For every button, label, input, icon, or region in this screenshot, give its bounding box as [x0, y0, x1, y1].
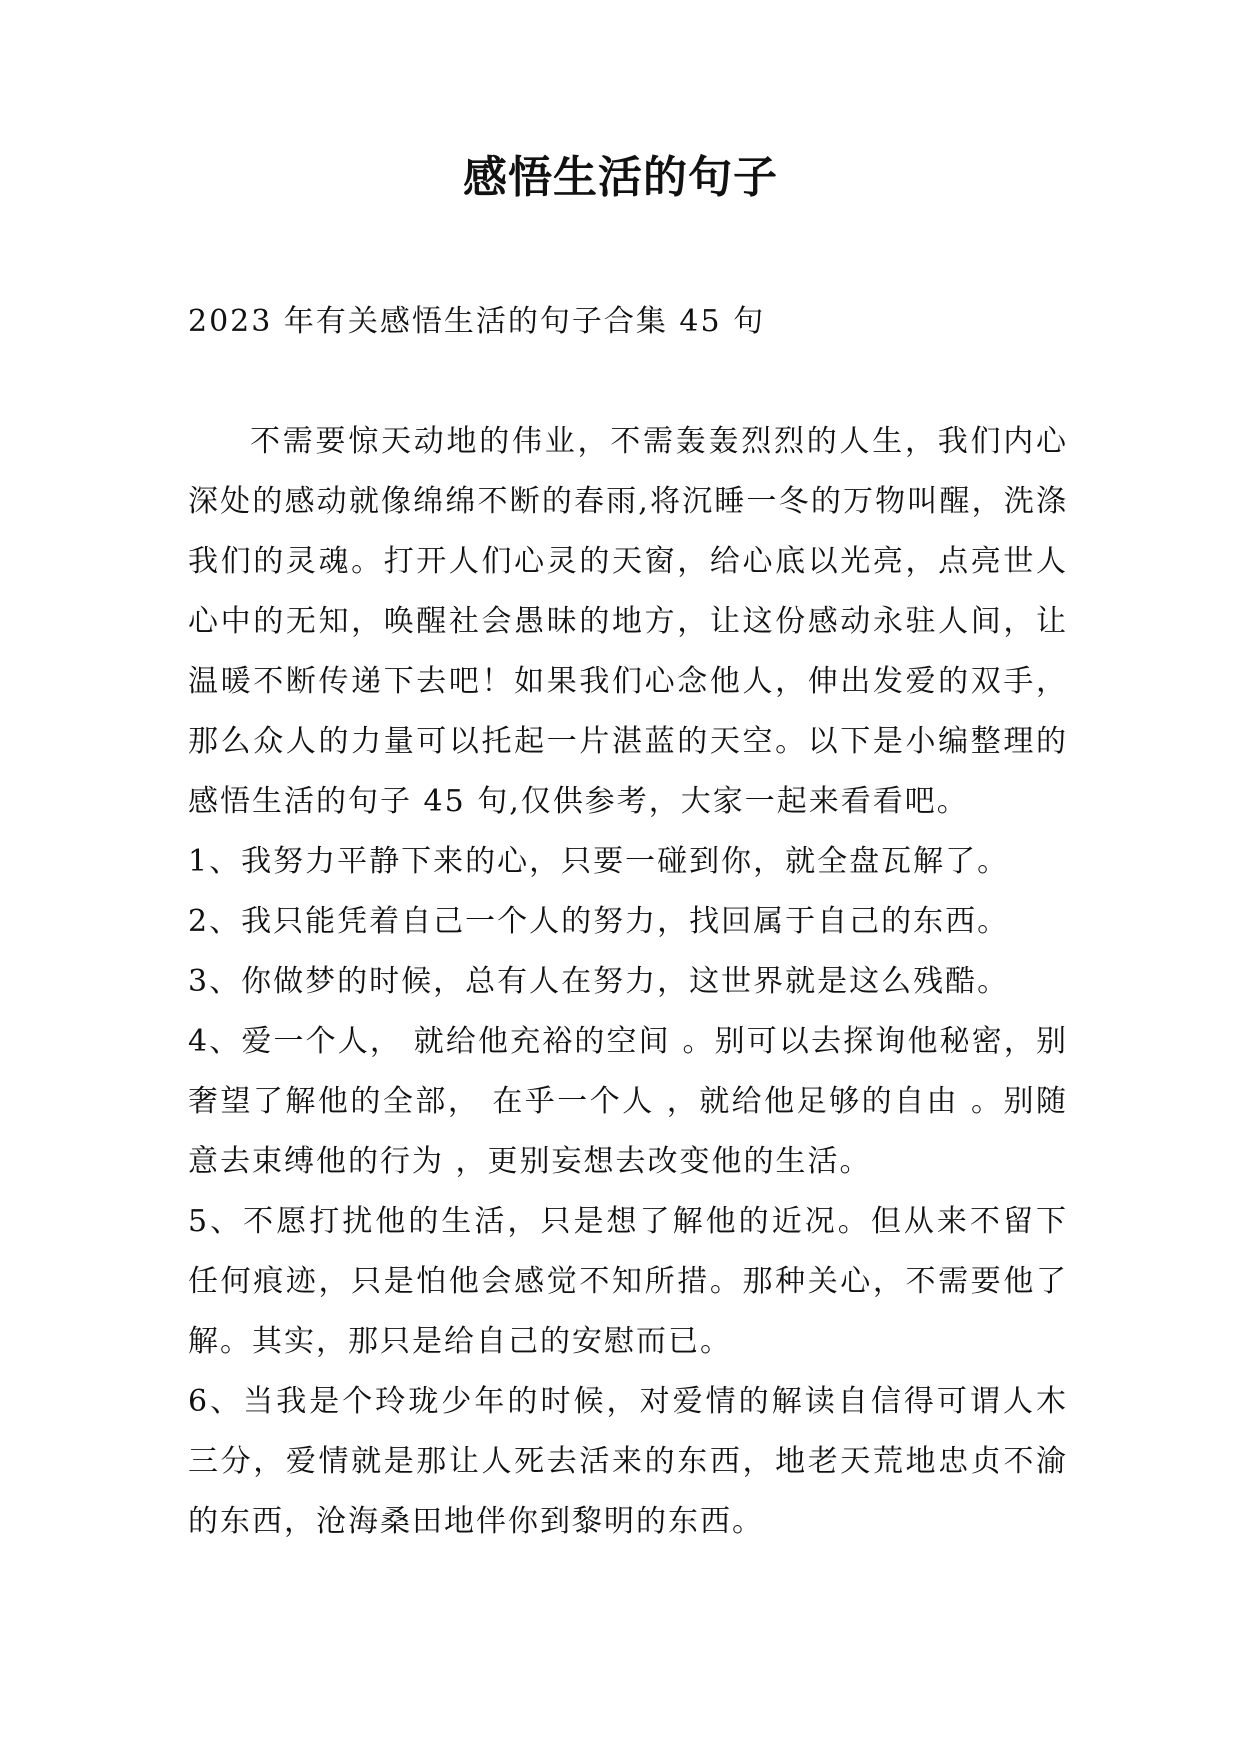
intro-paragraph: 不需要惊天动地的伟业，不需轰轰烈烈的人生，我们内心深处的感动就像绵绵不断的春雨,将沉睡一冬的万物叫醒，洗涤我们的灵魂。打开人们心灵的天窗，给心底以光亮，点亮世人心中的无知，唤醒社会愚昧的地方，让这份感动永驻人间，让温暖不断传递下去吧！如果我们心念他人，伸出发爱的双手，那么众人的力量可以托起一片湛蓝的天空。以下是小编整理的感悟生活的句子 45 句,仅供参考，大家一起来看看吧。: [188, 424, 1068, 819]
document-subtitle: 2023 年有关感悟生活的句子合集 45 句: [188, 304, 766, 339]
list-item: 6、当我是个玲珑少年的时候，对爱情的解读自信得可谓人木三分，爱情就是那让人死去活来的东西，地老天荒地忠贞不渝的东西，沧海桑田地伴你到黎明的东西。: [188, 1384, 1068, 1539]
list-item: 2、我只能凭着自己一个人的努力，找回属于自己的东西。: [188, 904, 1010, 939]
list-item: 3、你做梦的时候，总有人在努力，这世界就是这么残酷。: [188, 964, 1010, 999]
document-title: 感悟生活的句子: [463, 152, 778, 203]
list-item: 1、我努力平静下来的心，只要一碰到你，就全盘瓦解了。: [188, 844, 1010, 879]
list-item: 4、爱一个人， 就给他充裕的空间 。别可以去探询他秘密，别奢望了解他的全部， 在乎一个人 ，就给他足够的自由 。别随意去束缚他的行为 ，更别妄想去改变他的生活。: [188, 1024, 1068, 1179]
list-item: 5、不愿打扰他的生活，只是想了解他的近况。但从来不留下任何痕迹，只是怕他会感觉不知所措。那种关心，不需要他了解。其实，那只是给自己的安慰而已。: [188, 1204, 1068, 1359]
document-body: [188, 292, 1068, 1552]
